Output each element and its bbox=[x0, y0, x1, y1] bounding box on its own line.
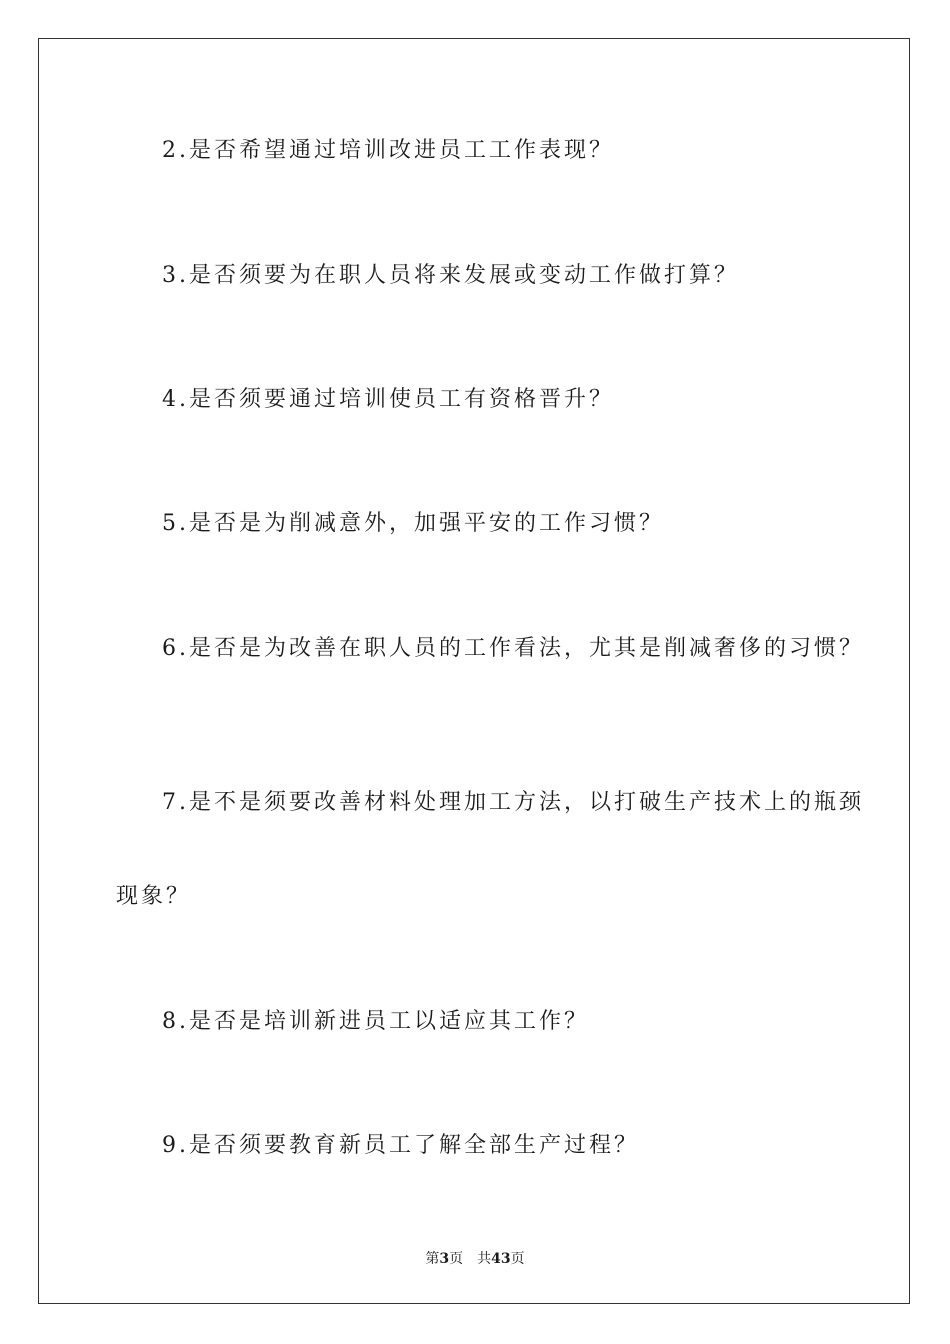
paragraph-item-2: 2.是否希望通过培训改进员工工作表现？ bbox=[162, 138, 614, 163]
paragraph-item-9: 9.是否须要教育新员工了解全部生产过程？ bbox=[162, 1133, 639, 1158]
paragraph-item-8: 8.是否是培训新进员工以适应其工作？ bbox=[162, 1009, 589, 1034]
paragraph-item-5: 5.是否是为削减意外，加强平安的工作习惯？ bbox=[162, 511, 664, 536]
footer-total-prefix: 共 bbox=[477, 1251, 492, 1267]
footer-total-pages: 43 bbox=[491, 1251, 511, 1267]
page-border bbox=[38, 38, 910, 1304]
page-footer bbox=[0, 1248, 950, 1268]
footer-page-prefix: 第 bbox=[425, 1251, 440, 1267]
paragraph-item-4: 4.是否须要通过培训使员工有资格晋升？ bbox=[162, 387, 614, 412]
footer-page-number: 3 bbox=[439, 1251, 450, 1267]
paragraph-item-6: 6.是否是为改善在职人员的工作看法，尤其是削减奢侈的习惯？ bbox=[162, 636, 864, 661]
footer-total-suffix: 页 bbox=[510, 1251, 525, 1267]
footer-page-suffix: 页 bbox=[449, 1251, 464, 1267]
paragraph-item-7: 7.是不是须要改善材料处理加工方法，以打破生产技术上的瓶颈 bbox=[162, 790, 864, 815]
paragraph-item-7-continuation: 现象？ bbox=[116, 884, 192, 909]
paragraph-item-3: 3.是否须要为在职人员将来发展或变动工作做打算？ bbox=[162, 263, 739, 288]
